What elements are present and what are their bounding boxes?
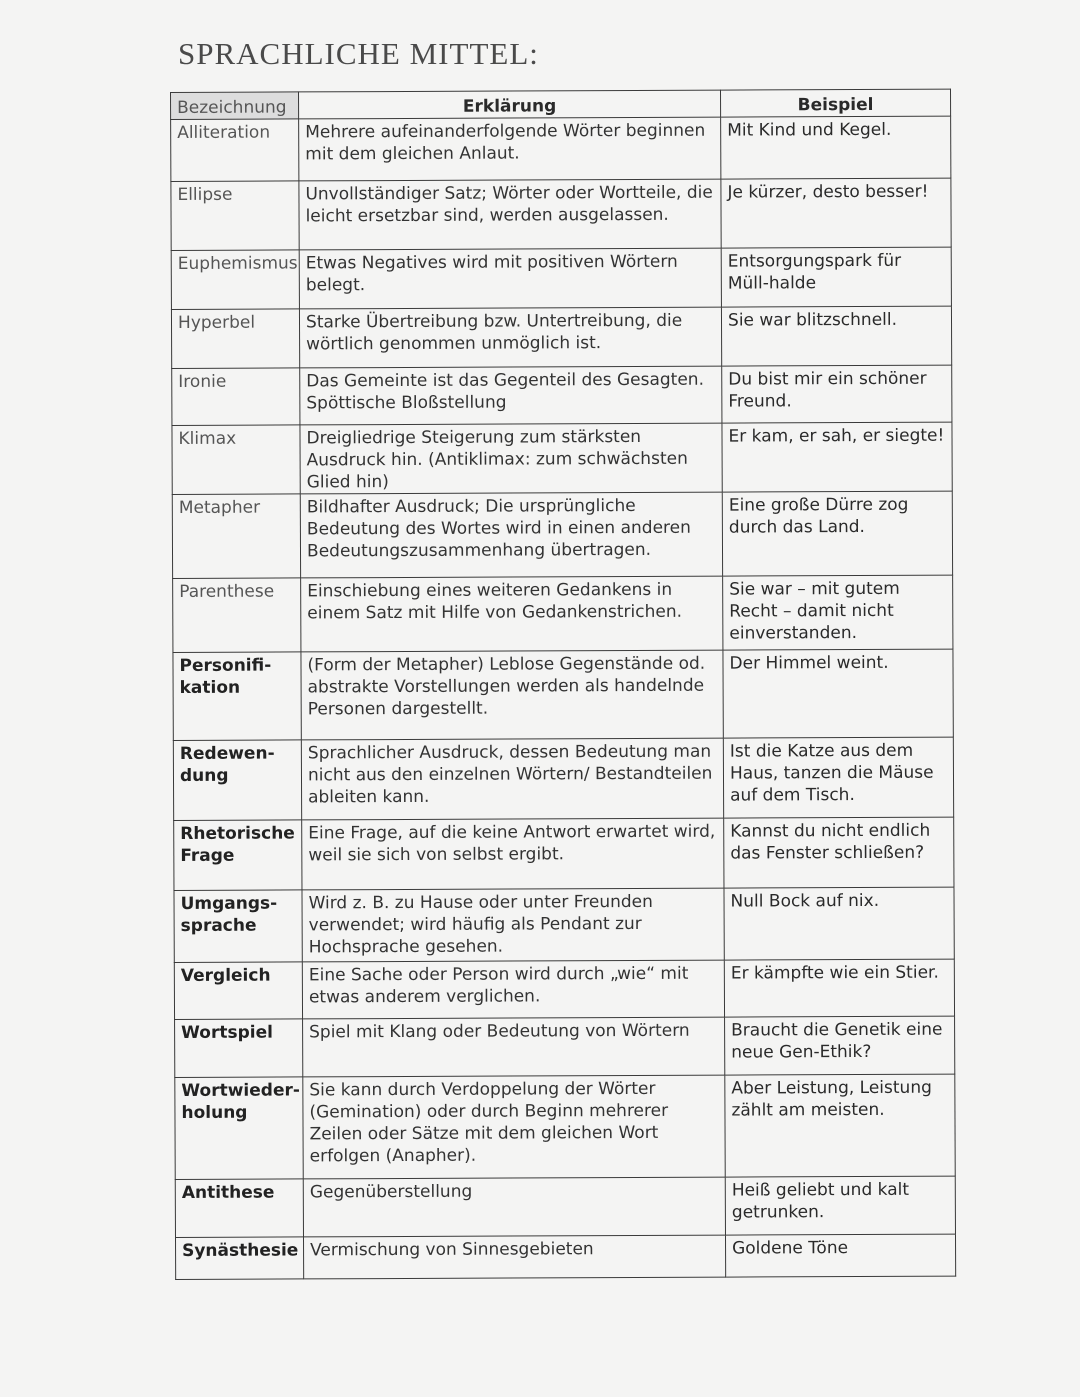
table-row — [171, 247, 951, 309]
example-cell: Null Bock auf nix. — [724, 887, 954, 960]
table-row — [173, 575, 953, 652]
term-cell: Metapher — [172, 494, 300, 579]
table-header-row — [171, 89, 951, 119]
table-row — [171, 178, 951, 250]
term-cell: Antithese — [175, 1179, 303, 1238]
example-cell: Er kam, er sah, er siegte! — [722, 422, 952, 492]
explanation-cell: Gegenüberstellung — [303, 1177, 725, 1237]
page-title: SPRACHLICHE MITTEL: — [178, 36, 539, 71]
example-cell: Je kürzer, desto besser! — [721, 178, 951, 248]
term-cell: Wortwieder-holung — [175, 1077, 303, 1180]
example-cell: Sie war blitzschnell. — [721, 306, 951, 366]
example-cell: Du bist mir ein schöner Freund. — [722, 365, 952, 423]
term-cell: Rhetorische Frage — [174, 820, 302, 891]
example-cell: Mit Kind und Kegel. — [721, 116, 951, 179]
table-row — [172, 422, 952, 494]
term-cell: Synästhesie — [175, 1237, 303, 1280]
table-row — [171, 116, 951, 181]
table-row — [174, 959, 954, 1019]
table-row — [173, 737, 953, 820]
term-cell: Euphemismus — [171, 250, 299, 310]
explanation-cell: Vermischung von Sinnesgebieten — [303, 1235, 725, 1279]
term-cell: Redewen-dung — [173, 740, 301, 821]
explanation-cell: Wird z. B. zu Hause oder unter Freunden verwendet; wird häufig als Pendant zur Hochsprache gesehen. — [302, 888, 724, 962]
explanation-cell: Das Gemeinte ist das Gegenteil des Gesagten. Spöttische Bloßstellung — [300, 366, 722, 425]
term-cell: Personifi-kation — [173, 652, 301, 741]
example-cell: Ist die Katze aus dem Haus, tanzen die Mäuse auf dem Tisch. — [723, 737, 953, 818]
table-row — [174, 817, 954, 890]
table-row — [175, 1074, 955, 1179]
example-cell: Goldene Töne — [725, 1234, 955, 1277]
example-cell: Braucht die Genetik eine neue Gen-Ethik? — [725, 1016, 955, 1075]
example-cell: Sie war – mit gutem Recht – damit nicht einverstanden. — [723, 575, 953, 650]
example-cell: Der Himmel weint. — [723, 649, 953, 738]
term-cell: Vergleich — [174, 962, 302, 1020]
table-row — [173, 649, 953, 740]
explanation-cell: Unvollständiger Satz; Wörter oder Wortteile, die leicht ersetzbar sind, werden ausgelassen. — [299, 179, 721, 250]
explanation-cell: Sprachlicher Ausdruck, dessen Bedeutung man nicht aus den einzelnen Wörtern/ Bestandteilen ableiten kann. — [301, 738, 723, 820]
term-cell: Alliteration — [171, 119, 299, 182]
explanation-cell: Mehrere aufeinanderfolgende Wörter beginnen mit dem gleichen Anlaut. — [299, 117, 721, 181]
term-cell: Hyperbel — [171, 309, 299, 369]
explanation-cell: Eine Frage, auf die keine Antwort erwartet wird, weil sie sich von selbst ergibt. — [302, 818, 724, 890]
header-example: Beispiel — [720, 89, 950, 117]
term-cell: Parenthese — [173, 578, 301, 653]
term-cell: Klimax — [172, 425, 300, 495]
table-row — [174, 887, 954, 962]
term-cell: Ironie — [172, 368, 300, 426]
table-row — [175, 1016, 955, 1077]
term-cell: Ellipse — [171, 181, 299, 251]
explanation-cell: Etwas Negatives wird mit positiven Wörtern belegt. — [299, 248, 721, 309]
explanation-cell: Sie kann durch Verdoppelung der Wörter (Gemination) oder durch Beginn mehrerer Zeilen oder Sätze mit dem gleichen Wort erfolgen (Anapher). — [303, 1075, 725, 1179]
table-row — [175, 1234, 955, 1279]
explanation-cell: Eine Sache oder Person wird durch „wie“ mit etwas anderem verglichen. — [302, 960, 724, 1019]
example-cell: Entsorgungspark für Müll-halde — [721, 247, 951, 307]
stylistic-devices-table — [170, 89, 956, 1280]
term-cell: Umgangs-sprache — [174, 890, 302, 963]
table-row — [172, 365, 952, 425]
table-row — [175, 1176, 955, 1237]
explanation-cell: Bildhafter Ausdruck; Die ursprüngliche Bedeutung des Wortes wird in einen anderen Bedeutungszusammenhang übertragen. — [300, 492, 722, 578]
table-row — [171, 306, 951, 368]
example-cell: Er kämpfte wie ein Stier. — [724, 959, 954, 1017]
explanation-cell: Einschiebung eines weiteren Gedankens in einem Satz mit Hilfe von Gedankenstrichen. — [301, 576, 723, 652]
example-cell: Kannst du nicht endlich das Fenster schließen? — [724, 817, 954, 888]
explanation-cell: Starke Übertreibung bzw. Untertreibung, die wörtlich genommen unmöglich ist. — [299, 307, 721, 368]
example-cell: Eine große Dürre zog durch das Land. — [722, 491, 952, 576]
explanation-cell: Spiel mit Klang oder Bedeutung von Wörtern — [303, 1017, 725, 1077]
header-explanation: Erklärung — [299, 90, 721, 119]
example-cell: Aber Leistung, Leistung zählt am meisten. — [725, 1074, 955, 1177]
example-cell: Heiß geliebt und kalt getrunken. — [725, 1176, 955, 1235]
explanation-cell: (Form der Metapher) Leblose Gegenstände od. abstrakte Vorstellungen werden als handelnde Personen dargestellt. — [301, 650, 723, 740]
explanation-cell: Dreigliedrige Steigerung zum stärksten Ausdruck hin. (Antiklimax: zum schwächsten Glied hin) — [300, 423, 722, 494]
term-cell: Wortspiel — [175, 1019, 303, 1078]
table-row — [172, 491, 952, 578]
header-term: Bezeichnung — [171, 92, 299, 120]
